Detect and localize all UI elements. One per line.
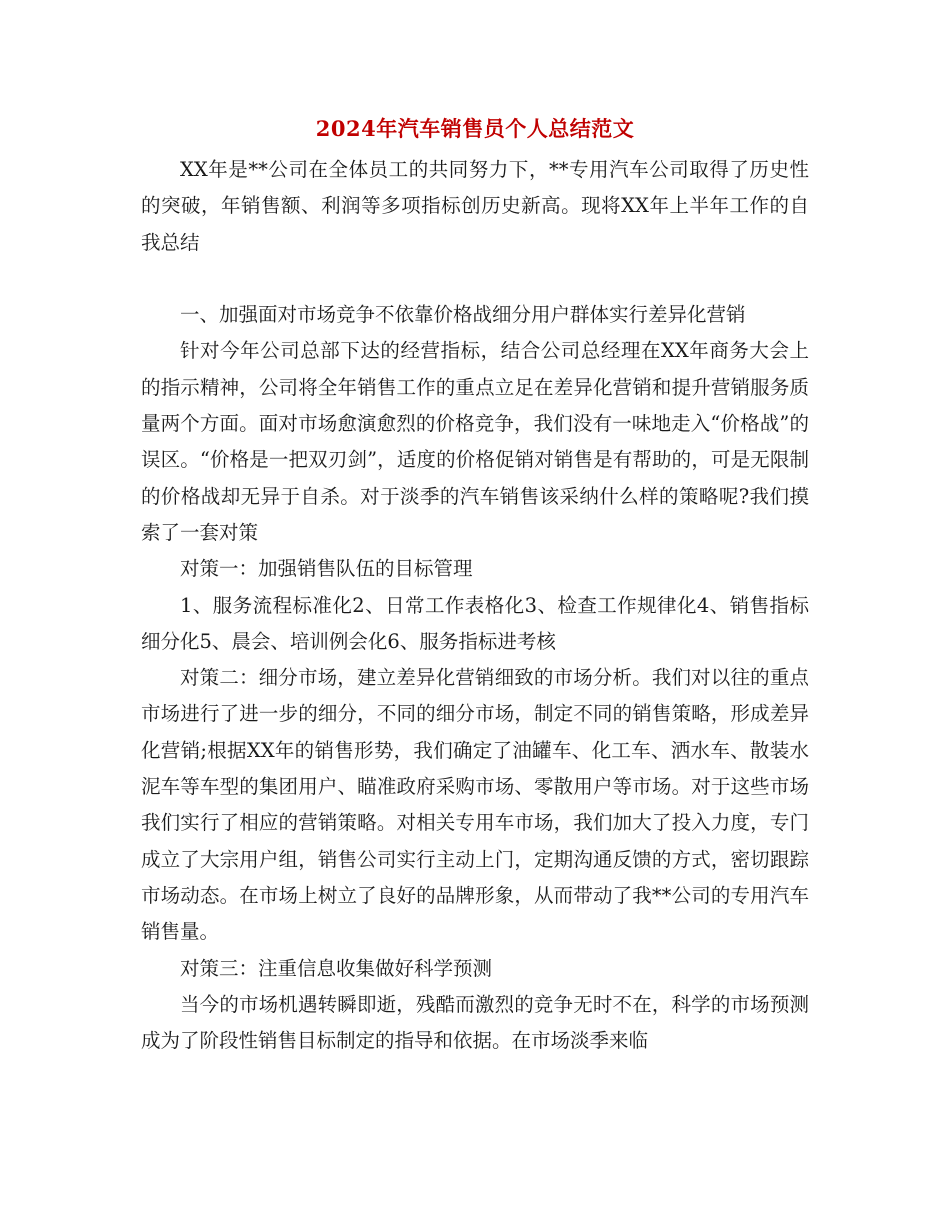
document-body: [141, 152, 809, 1059]
subheading-measure-1: 对策一：加强销售队伍的目标管理: [180, 557, 473, 581]
paragraph-measure-1-list: 1、服务流程标准化2、日常工作表格化3、检查工作规律化4、销售指标细分化5、晨会、培训例会化6、服务指标进考核: [141, 593, 809, 653]
paragraph-measure-3: 当今的市场机遇转瞬即逝，残酷而激烈的竞争无时不在，科学的市场预测成为了阶段性销售目标制定的指导和依据。在市场淡季来临: [141, 992, 809, 1053]
paragraph-intro: XX年是**公司在全体员工的共同努力下，**专用汽车公司取得了历史性的突破，年销售额、利润等多项指标创历史新高。现将XX年上半年工作的自我总结: [141, 158, 809, 254]
paragraph-measure-2: 对策二：细分市场，建立差异化营销细致的市场分析。我们对以往的重点市场进行了进一步的细分，不同的细分市场，制定不同的销售策略，形成差异化营销;根据XX年的销售形势，我们确定了油罐车、化工车、洒水车、散装水泥车等车型的集团用户、瞄准政府采购市场、零散用户等市场。对于这些市场我们实行了相应的营销策略。对相关专用车市场，我们加大了投入力度，专门成立了大宗用户组，销售公司实行主动上门，定期沟通反馈的方式，密切跟踪市场动态。在市场上树立了良好的品牌形象，从而带动了我**公司的专用汽车销售量。: [141, 666, 809, 944]
subheading-measure-3: 对策三：注重信息收集做好科学预测: [180, 956, 493, 980]
paragraph-strategy: 针对今年公司总部下达的经营指标，结合公司总经理在XX年商务大会上的指示精神，公司将全年销售工作的重点立足在差异化营销和提升营销服务质量两个方面。面对市场愈演愈烈的价格竞争，我们没有一味地走入“价格战”的误区。“价格是一把双刃剑”，适度的价格促销对销售是有帮助的，可是无限制的价格战却无异于自杀。对于淡季的汽车销售该采纳什么样的策略呢?我们摸索了一套对策: [141, 339, 809, 544]
document-title: 2024年汽车销售员个人总结范文: [315, 116, 635, 141]
section-heading-1: 一、加强面对市场竞争不依靠价格战细分用户群体实行差异化营销: [180, 303, 746, 327]
